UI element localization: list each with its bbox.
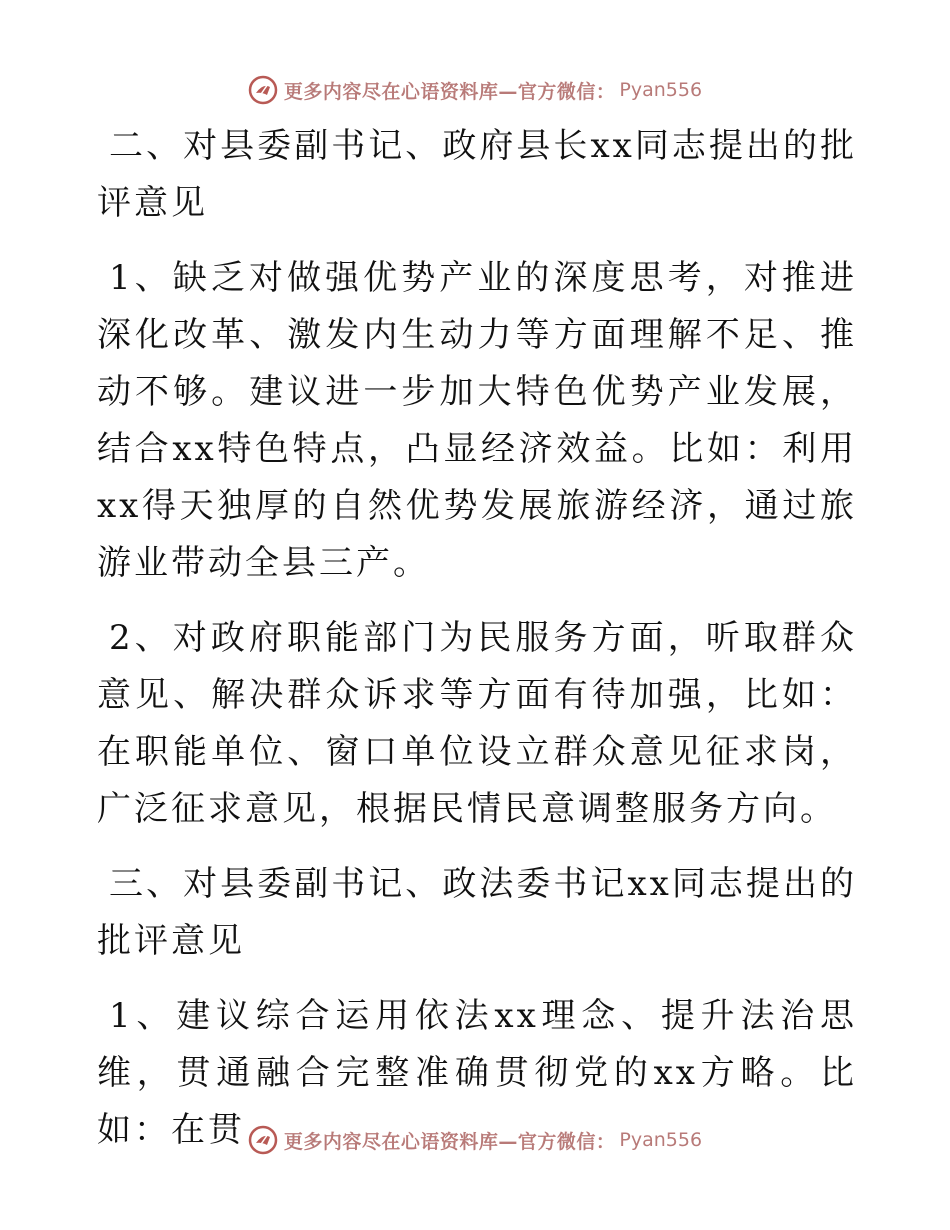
paragraph-text: 2、对政府职能部门为民服务方面，听取群众意见、解决群众诉求等方面有待加强，比如：在职能单位、窗口单位设立群众意见征求岗，广泛征求意见，根据民情民意调整服务方向。 xyxy=(97,618,857,829)
heading-section-2 xyxy=(97,118,857,232)
document-body xyxy=(97,118,857,1177)
book-logo-icon xyxy=(248,75,278,105)
heading-section-3 xyxy=(97,856,857,970)
paragraph-text: 三、对县委副书记、政法委书记xx同志提出的批评意见 xyxy=(97,864,857,961)
watermark-text: 更多内容尽在心语资料库—官方微信： xyxy=(283,80,616,103)
paragraph-2-2 xyxy=(97,610,857,838)
paragraph-text: 1、建议综合运用依法xx理念、提升法治思维，贯通融合完整准确贯彻党的xx方略。比如：在贯 xyxy=(97,996,857,1150)
footer-watermark xyxy=(0,1120,950,1160)
paragraph-text: 1、缺乏对做强优势产业的深度思考，对推进深化改革、激发内生动力等方面理解不足、推动不够。建议进一步加大特色优势产业发展，结合xx特色特点，凸显经济效益。比如：利用xx得天独厚的自然优势发展旅游经济，通过旅游业带动全县三产。 xyxy=(97,258,857,583)
header-watermark xyxy=(0,70,950,110)
paragraph-2-1 xyxy=(97,250,857,592)
watermark-wechat-id: Pyan556 xyxy=(619,1129,703,1151)
paragraph-text: 二、对县委副书记、政府县长xx同志提出的批评意见 xyxy=(97,126,857,223)
watermark-wechat-id: Pyan556 xyxy=(619,79,703,101)
book-logo-icon xyxy=(248,1125,278,1155)
watermark-text: 更多内容尽在心语资料库—官方微信： xyxy=(283,1130,616,1153)
